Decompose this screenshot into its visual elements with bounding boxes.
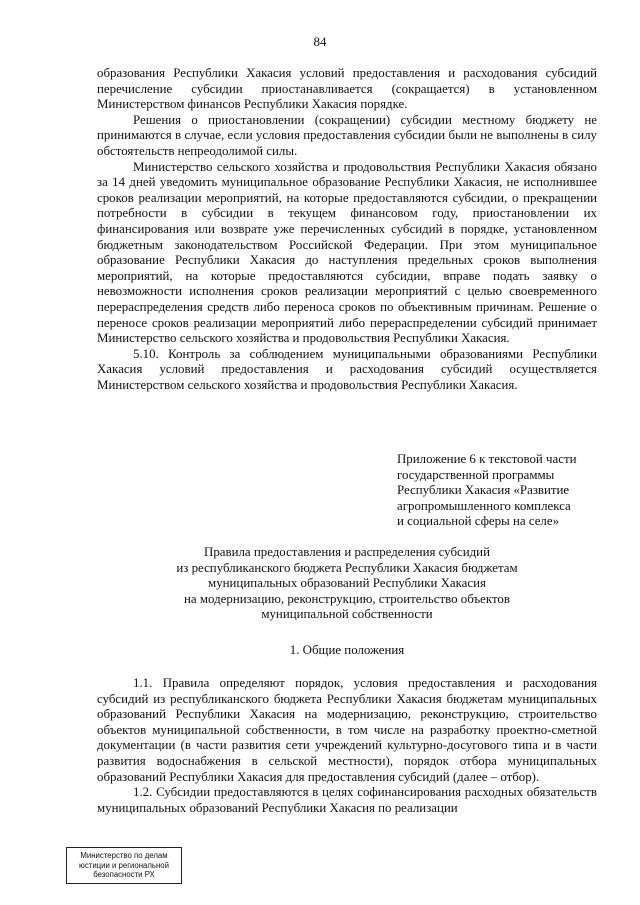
section-heading: 1. Общие положения <box>289 643 405 657</box>
annex-header <box>397 452 607 530</box>
title-line: Правила предоставления и распределения субсидий <box>204 545 490 559</box>
registration-stamp <box>66 847 182 884</box>
annex-line: агропромышленного комплекса <box>397 498 571 513</box>
body-text-bottom <box>97 676 597 816</box>
paragraph: 1.1. Правила определяют порядок, условия предоставления и расходования субсидий из республиканского бюджета Республики Хакасия бюджетам муниципальных образований Республики Хакасия на модернизацию, реконструкцию, строительство объектов муниципальной собственности, в том числе на разработку проектно-сметной документации (в части развития сети учреждений культурно-досугового типа и в части развития водоснабжения в сельской местности), порядок отбора муниципальных образований Республики Хакасия для предоставления субсидий (далее – отбор). <box>97 676 597 784</box>
paragraph: 1.2. Субсидии предоставляются в целях софинансирования расходных обязательств муниципальных образований Республики Хакасия по реализации <box>97 785 597 815</box>
annex-line: Приложение 6 к текстовой части <box>397 452 577 466</box>
annex-line: и социальной сферы на селе» <box>397 514 560 529</box>
stamp-line: безопасности РХ <box>93 870 155 880</box>
paragraph: 5.10. Контроль за соблюдением муниципальными образованиями Республики Хакасия условий предоставления и расходования субсидий осуществляется Министерством сельского хозяйства и продовольствия Республики Хакасия. <box>97 346 597 392</box>
title-line: на модернизацию, реконструкцию, строительство объектов <box>184 591 510 606</box>
title-line: из республиканского бюджета Республики Хакасия бюджетам <box>176 560 518 575</box>
annex-line: Республики Хакасия «Развитие <box>397 483 570 498</box>
paragraph: образования Республики Хакасия условий предоставления и расходования субсидий перечисление субсидии приостанавливается (сокращается) в установленном Министерством финансов Республики Хакасия порядке. <box>97 66 597 112</box>
page-number: 84 <box>313 34 327 49</box>
paragraph: Министерство сельского хозяйства и продовольствия Республики Хакасия обязано за 14 дней уведомить муниципальное образование Республики Хакасия, не исполнившее сроков реализации мероприятий, на которые предоставляются субсидии, о прекращении потребности в субсидии в текущем финансовом году, приостановлении их финансирования или возврате уже перечисленных субсидий в порядке, установленном бюджетным законодательством Российской Федерации. При этом муниципальное образование Республики Хакасия до наступления предельных сроков выполнения мероприятий, на которые предоставляются субсидии, вправе подать заявку о невозможности исполнения сроков реализации мероприятий с целью своевременного перераспределения средств либо переноса сроков по объективным причинам. Решение о переносе сроков реализации мероприятий либо перераспределении субсидий принимает Министерство сельского хозяйства и продовольствия Республики Хакасия. <box>97 159 597 346</box>
body-text-top <box>97 66 597 393</box>
title-line: муниципальных образований Республики Хакасия <box>208 576 486 591</box>
stamp-line: Министерство по делам <box>80 851 168 860</box>
annex-line: государственной программы <box>397 467 555 482</box>
stamp-line: юстиции и региональной <box>79 860 169 870</box>
paragraph: Решения о приостановлении (сокращении) субсидии местному бюджету не принимаются в случае, если условия предоставления субсидии были не выполнены в силу обстоятельств непреодолимой силы. <box>97 112 597 158</box>
rules-title <box>97 545 597 623</box>
title-line: муниципальной собственности <box>261 607 433 622</box>
